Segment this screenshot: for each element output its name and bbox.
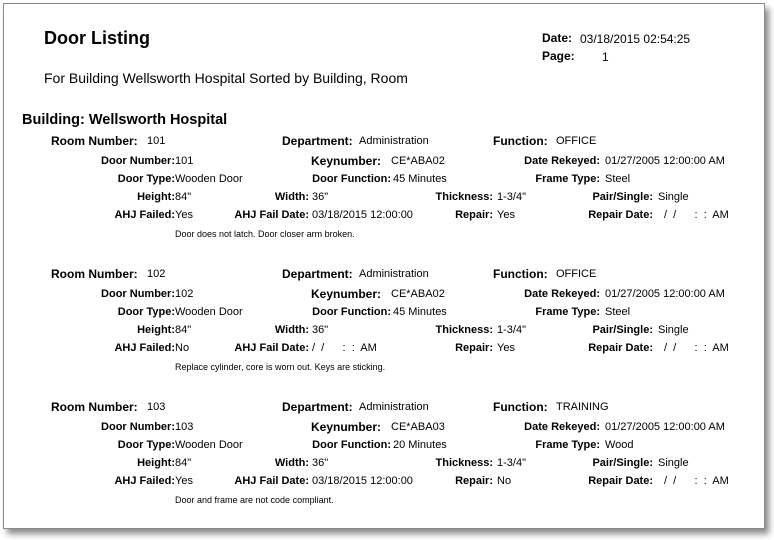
pair-single-label: Pair/Single: [592, 324, 653, 336]
thickness-label: Thickness: [435, 457, 493, 469]
door-function-value: 45 Minutes [393, 306, 447, 318]
ahj-failed-label: AHJ Failed: [114, 475, 175, 487]
door-record [4, 400, 764, 530]
date-rekeyed-label: Date Rekeyed: [524, 155, 600, 167]
room-number-label: Room Number: [51, 267, 138, 281]
repair-date-value: / / : : AM [664, 475, 729, 487]
door-function-label: Door Function: [312, 173, 391, 185]
pair-single-value: Single [658, 191, 689, 203]
door-number-value: 102 [175, 288, 194, 300]
height-value: 84" [175, 324, 192, 336]
page-label: Page: [542, 49, 575, 63]
door-type-value: Wooden Door [175, 173, 243, 185]
ahj-fail-date-label: AHJ Fail Date: [234, 342, 309, 354]
width-value: 36" [312, 191, 329, 203]
frame-type-label: Frame Type: [535, 173, 600, 185]
report-subtitle: For Building Wellsworth Hospital Sorted by Building, Room [44, 70, 408, 86]
frame-type-label: Frame Type: [535, 306, 600, 318]
door-record [4, 267, 764, 397]
room-number-value: 101 [147, 135, 166, 147]
pair-single-value: Single [658, 457, 689, 469]
ahj-failed-value: Yes [175, 209, 193, 221]
door-type-label: Door Type: [117, 306, 175, 318]
room-number-value: 102 [147, 268, 166, 280]
room-number-label: Room Number: [51, 400, 138, 414]
frame-type-label: Frame Type: [535, 439, 600, 451]
height-label: Height: [137, 324, 175, 336]
date-rekeyed-value: 01/27/2005 12:00:00 AM [605, 155, 725, 167]
thickness-value: 1-3/4" [497, 457, 526, 469]
ahj-fail-date-label: AHJ Fail Date: [234, 475, 309, 487]
room-number-label: Room Number: [51, 134, 138, 148]
height-value: 84" [175, 457, 192, 469]
pair-single-label: Pair/Single: [592, 191, 653, 203]
door-function-value: 45 Minutes [393, 173, 447, 185]
door-type-label: Door Type: [117, 173, 175, 185]
repair-value: No [497, 475, 512, 487]
thickness-label: Thickness: [435, 191, 493, 203]
department-value: Administration [359, 135, 429, 147]
report-title: Door Listing [44, 28, 150, 48]
door-type-value: Wooden Door [175, 439, 243, 451]
date-rekeyed-label: Date Rekeyed: [524, 421, 600, 433]
ahj-failed-label: AHJ Failed: [114, 209, 175, 221]
door-type-label: Door Type: [117, 439, 175, 451]
height-value: 84" [175, 191, 192, 203]
thickness-value: 1-3/4" [497, 191, 526, 203]
ahj-failed-value: No [175, 342, 190, 354]
department-label: Department: [282, 400, 353, 414]
door-type-value: Wooden Door [175, 306, 243, 318]
function-label: Function: [493, 267, 548, 281]
door-function-label: Door Function: [312, 306, 391, 318]
repair-date-value: / / : : AM [664, 209, 729, 221]
date-value: 03/18/2015 02:54:25 [580, 32, 691, 46]
function-value: TRAINING [556, 401, 609, 413]
door-number-label: Door Number: [101, 155, 175, 167]
door-note: Door does not latch. Door closer arm broken. [175, 229, 355, 239]
ahj-failed-label: AHJ Failed: [114, 342, 175, 354]
repair-label: Repair: [455, 475, 493, 487]
frame-type-value: Steel [605, 173, 631, 185]
width-value: 36" [312, 457, 329, 469]
repair-label: Repair: [455, 209, 493, 221]
page-number: 1 [602, 50, 609, 64]
function-label: Function: [493, 400, 548, 414]
door-number-label: Door Number: [101, 421, 175, 433]
repair-label: Repair: [455, 342, 493, 354]
door-note: Replace cylinder, core is worn out. Keys are sticking. [175, 362, 386, 372]
pair-single-label: Pair/Single: [592, 457, 653, 469]
repair-value: Yes [497, 209, 515, 221]
frame-type-value: Wood [605, 439, 634, 451]
date-label: Date: [542, 31, 573, 45]
repair-date-label: Repair Date: [588, 342, 653, 354]
function-value: OFFICE [556, 268, 597, 280]
door-number-value: 101 [175, 155, 194, 167]
width-label: Width: [274, 457, 309, 469]
building-label: Building: [22, 112, 85, 128]
thickness-label: Thickness: [435, 324, 493, 336]
thickness-value: 1-3/4" [497, 324, 526, 336]
width-value: 36" [312, 324, 329, 336]
report-page [3, 3, 765, 529]
repair-date-label: Repair Date: [588, 209, 653, 221]
keynumber-value: CE*ABA02 [391, 288, 445, 300]
department-value: Administration [359, 401, 429, 413]
building-heading [22, 112, 227, 128]
height-label: Height: [137, 191, 175, 203]
height-label: Height: [137, 457, 175, 469]
width-label: Width: [274, 191, 309, 203]
function-value: OFFICE [556, 135, 597, 147]
room-number-value: 103 [147, 401, 166, 413]
ahj-fail-date-value: / / : : AM [312, 342, 377, 354]
department-value: Administration [359, 268, 429, 280]
repair-value: Yes [497, 342, 515, 354]
width-label: Width: [274, 324, 309, 336]
date-rekeyed-value: 01/27/2005 12:00:00 AM [605, 288, 725, 300]
building-name: Wellsworth Hospital [88, 112, 228, 128]
date-rekeyed-label: Date Rekeyed: [524, 288, 600, 300]
keynumber-label: Keynumber: [311, 420, 382, 434]
keynumber-label: Keynumber: [311, 287, 382, 301]
door-function-label: Door Function: [312, 439, 391, 451]
door-number-value: 103 [175, 421, 194, 433]
pair-single-value: Single [658, 324, 689, 336]
keynumber-value: CE*ABA03 [391, 421, 445, 433]
function-label: Function: [493, 134, 548, 148]
frame-type-value: Steel [605, 306, 631, 318]
door-record [4, 134, 764, 264]
repair-date-label: Repair Date: [588, 475, 653, 487]
door-number-label: Door Number: [101, 288, 175, 300]
repair-date-value: / / : : AM [664, 342, 729, 354]
department-label: Department: [282, 267, 353, 281]
door-function-value: 20 Minutes [393, 439, 447, 451]
ahj-fail-date-value: 03/18/2015 12:00:00 [312, 475, 413, 487]
keynumber-label: Keynumber: [311, 154, 382, 168]
ahj-fail-date-label: AHJ Fail Date: [234, 209, 309, 221]
date-rekeyed-value: 01/27/2005 12:00:00 AM [605, 421, 725, 433]
ahj-failed-value: Yes [175, 475, 193, 487]
keynumber-value: CE*ABA02 [391, 155, 445, 167]
door-note: Door and frame are not code compliant. [175, 495, 334, 505]
department-label: Department: [282, 134, 353, 148]
ahj-fail-date-value: 03/18/2015 12:00:00 [312, 209, 413, 221]
